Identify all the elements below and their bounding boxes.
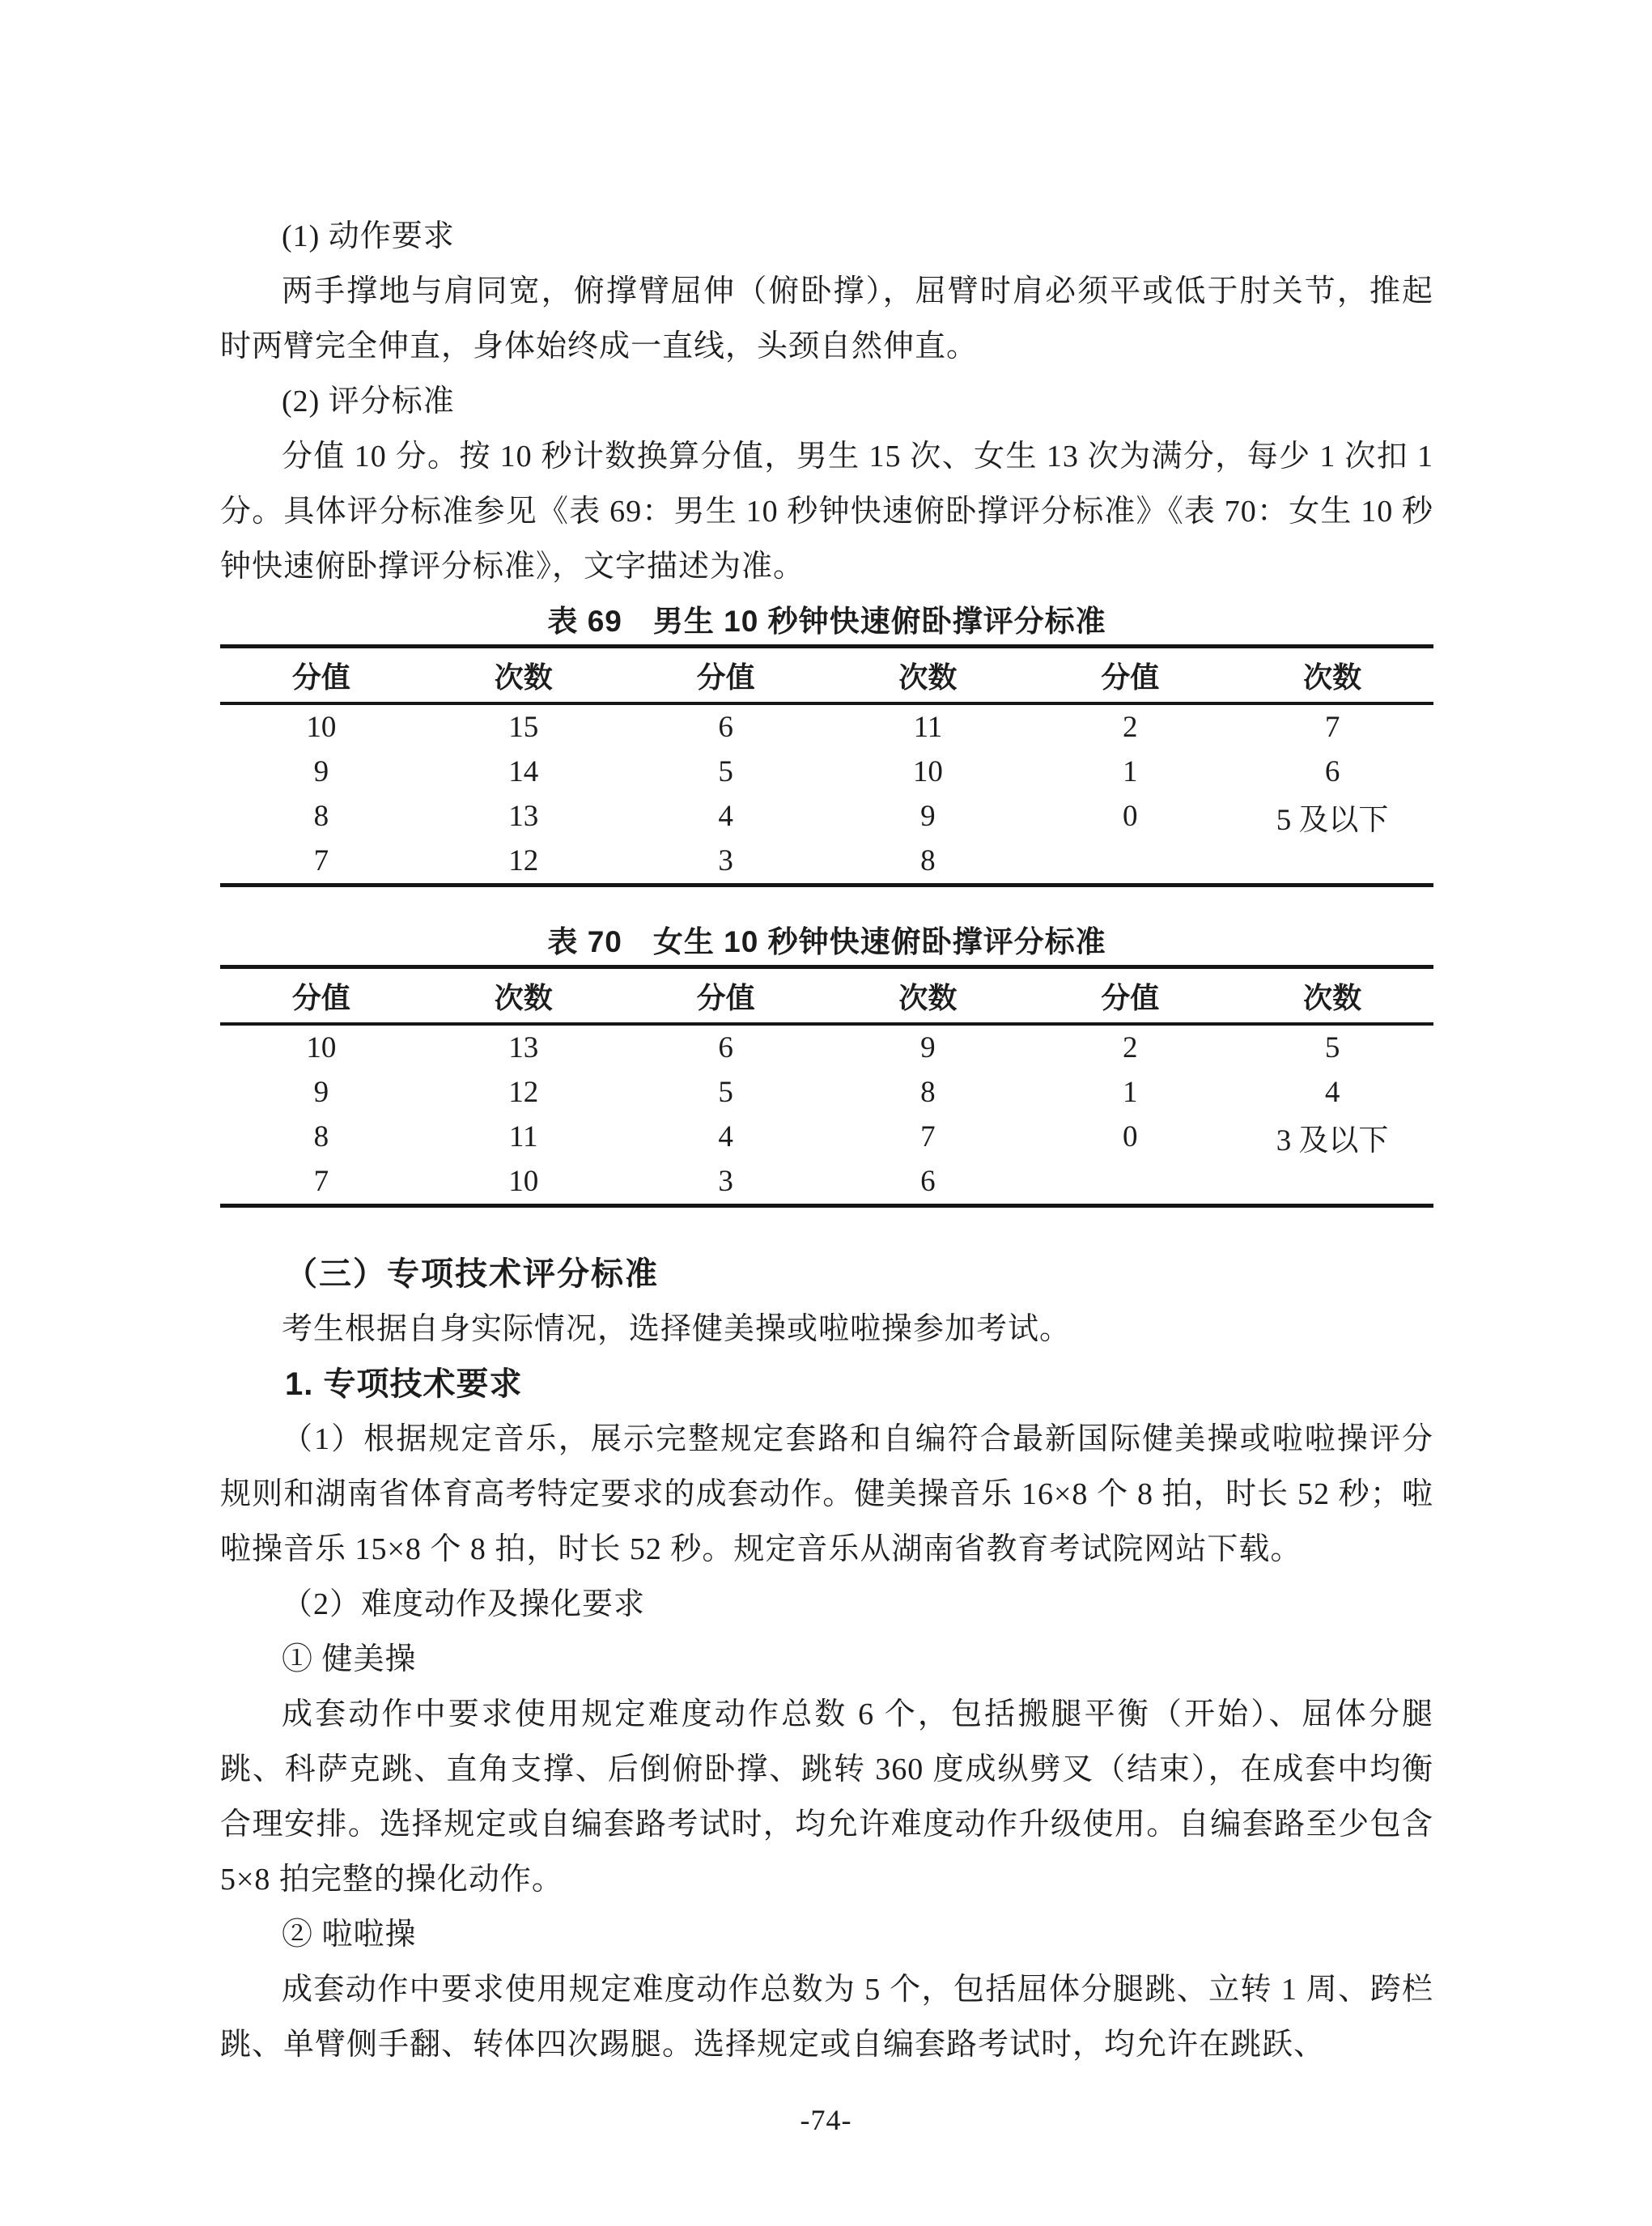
table-cell: 10 (306, 1031, 337, 1064)
paragraph-cheerleading-body: 成套动作中要求使用规定难度动作总数为 5 个，包括屈体分腿跳、立转 1 周、跨栏跳、单臂侧手翻、转体四次踢腿。选择规定或自编套路考试时，均允许在跳跃、 (220, 1973, 1433, 2062)
paragraph-aerobics-body: 成套动作中要求使用规定难度动作总数 6 个，包括搬腿平衡（开始）、屈体分腿跳、科萨克跳、直角支撑、后倒俯卧撑、跳转 360 度成纵劈叉（结束），在成套中均衡合理安排。选择规定或自编套路考试时，均允许难度动作升级使用。自编套路至少包含 5×8 拍完整的操化动作。 (220, 1697, 1433, 1897)
subsection-heading-technique-requirements: 1. 专项技术要求 (285, 1366, 523, 1402)
table-cell (1029, 1159, 1231, 1206)
table-cell: 8 (313, 800, 329, 833)
table-row (220, 750, 1433, 794)
table69-header-row (220, 647, 1433, 704)
table-cell: 7 (313, 844, 329, 877)
table-row (220, 1024, 1433, 1070)
table-cell: 9 (920, 800, 936, 833)
table-cell: 7 (1324, 711, 1340, 744)
paragraph-difficulty-requirements-heading: （2）难度动作及操化要求 (282, 1587, 646, 1621)
table-cell: 5 (718, 1076, 733, 1109)
paragraph-music-requirements: （1）根据规定音乐，展示完整规定套路和自编符合最新国际健美操或啦啦操评分规则和湖南省体育高考特定要求的成套动作。健美操音乐 16×8 个 8 拍，时长 52 秒；啦啦操音乐 15×8 个 8 拍，时长 52 秒。规定音乐从湖南省教育考试院网站下载。 (220, 1422, 1433, 1566)
table-cell: 7 (313, 1165, 329, 1198)
table-cell: 8 (920, 1076, 936, 1109)
paragraph-scoring-standard-heading: (2) 评分标准 (282, 384, 455, 418)
table-cell: 15 (508, 711, 539, 744)
table-cell: 6 (920, 1165, 936, 1198)
table-cell (1231, 839, 1433, 886)
table-cell: 5 (718, 755, 733, 788)
table-cell: 4 (718, 800, 733, 833)
table-header-cell: 次数 (423, 647, 625, 704)
table-cell: 12 (508, 1076, 539, 1109)
table-header-cell: 分值 (1029, 647, 1231, 704)
table-cell: 10 (508, 1165, 539, 1198)
table-cell: 11 (913, 711, 943, 744)
table-cell: 0 (1122, 1120, 1138, 1153)
table-cell: 9 (313, 755, 329, 788)
table-cell: 6 (718, 711, 733, 744)
table-row (220, 1115, 1433, 1159)
table-cell: 14 (508, 755, 539, 788)
table-header-cell: 次数 (1231, 647, 1433, 704)
table-cell: 3 (718, 1165, 733, 1198)
page-number: -74- (800, 2104, 852, 2136)
paragraph-cheerleading-heading: ② 啦啦操 (282, 1918, 417, 1952)
table-cell: 13 (508, 800, 539, 833)
paragraph-aerobics-heading: ① 健美操 (282, 1642, 417, 1676)
table-cell: 9 (313, 1076, 329, 1109)
table-header-cell: 分值 (625, 967, 827, 1025)
table-cell (1231, 1159, 1433, 1206)
table-cell: 0 (1122, 800, 1138, 833)
table70-title: 表 70 女生 10 秒钟快速俯卧撑评分标准 (547, 925, 1106, 958)
table-row (220, 703, 1433, 750)
table-header-cell: 分值 (625, 647, 827, 704)
paragraph-action-requirements-body: 两手撑地与肩同宽，俯撑臂屈伸（俯卧撑），屈臂时肩必须平或低于肘关节，推起时两臂完全伸直，身体始终成一直线，头颈自然伸直。 (220, 274, 1433, 363)
table-header-cell: 次数 (826, 967, 1029, 1025)
table-cell: 10 (912, 755, 943, 788)
table-cell: 11 (508, 1120, 538, 1153)
table-cell: 4 (1324, 1076, 1340, 1109)
table-cell: 5 (1324, 1031, 1340, 1064)
table-cell: 3 及以下 (1276, 1124, 1389, 1158)
table-cell: 8 (313, 1120, 329, 1153)
table-header-cell: 次数 (1231, 967, 1433, 1025)
table69-title: 表 69 男生 10 秒钟快速俯卧撑评分标准 (547, 605, 1106, 638)
table-cell: 10 (306, 711, 337, 744)
table-cell: 6 (718, 1031, 733, 1064)
table-header-cell: 分值 (220, 967, 423, 1025)
table-cell: 8 (920, 844, 936, 877)
table-cell: 6 (1324, 755, 1340, 788)
table-row (220, 839, 1433, 886)
section-heading-special-technique-scoring: （三）专项技术评分标准 (285, 1255, 659, 1292)
table-cell: 9 (920, 1031, 936, 1064)
table-header-cell: 分值 (1029, 967, 1231, 1025)
table-cell: 12 (508, 844, 539, 877)
table-row (220, 1159, 1433, 1206)
table-cell: 2 (1122, 1031, 1138, 1064)
table-cell: 7 (920, 1120, 936, 1153)
table-cell: 1 (1122, 755, 1138, 788)
table-cell: 13 (508, 1031, 539, 1064)
table-cell: 1 (1122, 1076, 1138, 1109)
table-row (220, 1070, 1433, 1115)
table-cell: 4 (718, 1120, 733, 1153)
table-row (220, 794, 1433, 839)
table-header-cell: 次数 (423, 967, 625, 1025)
table69-male-pushup-scores (220, 644, 1433, 887)
table-cell: 5 及以下 (1276, 803, 1389, 837)
table70-female-pushup-scores (220, 965, 1433, 1208)
table-cell: 3 (718, 844, 733, 877)
table-header-cell: 分值 (220, 647, 423, 704)
paragraph-candidate-choice: 考生根据自身实际情况，选择健美操或啦啦操参加考试。 (282, 1312, 1072, 1346)
table-cell (1029, 839, 1231, 886)
table-cell: 2 (1122, 711, 1138, 744)
table70-header-row (220, 967, 1433, 1025)
table-header-cell: 次数 (826, 647, 1029, 704)
paragraph-action-requirements-heading: (1) 动作要求 (282, 219, 455, 253)
paragraph-scoring-standard-body: 分值 10 分。按 10 秒计数换算分值，男生 15 次、女生 13 次为满分，每少 1 次扣 1 分。具体评分标准参见《表 69：男生 10 秒钟快速俯卧撑评分标准》《表 70：女生 10 秒钟快速俯卧撑评分标准》，文字描述为准。 (220, 440, 1433, 584)
